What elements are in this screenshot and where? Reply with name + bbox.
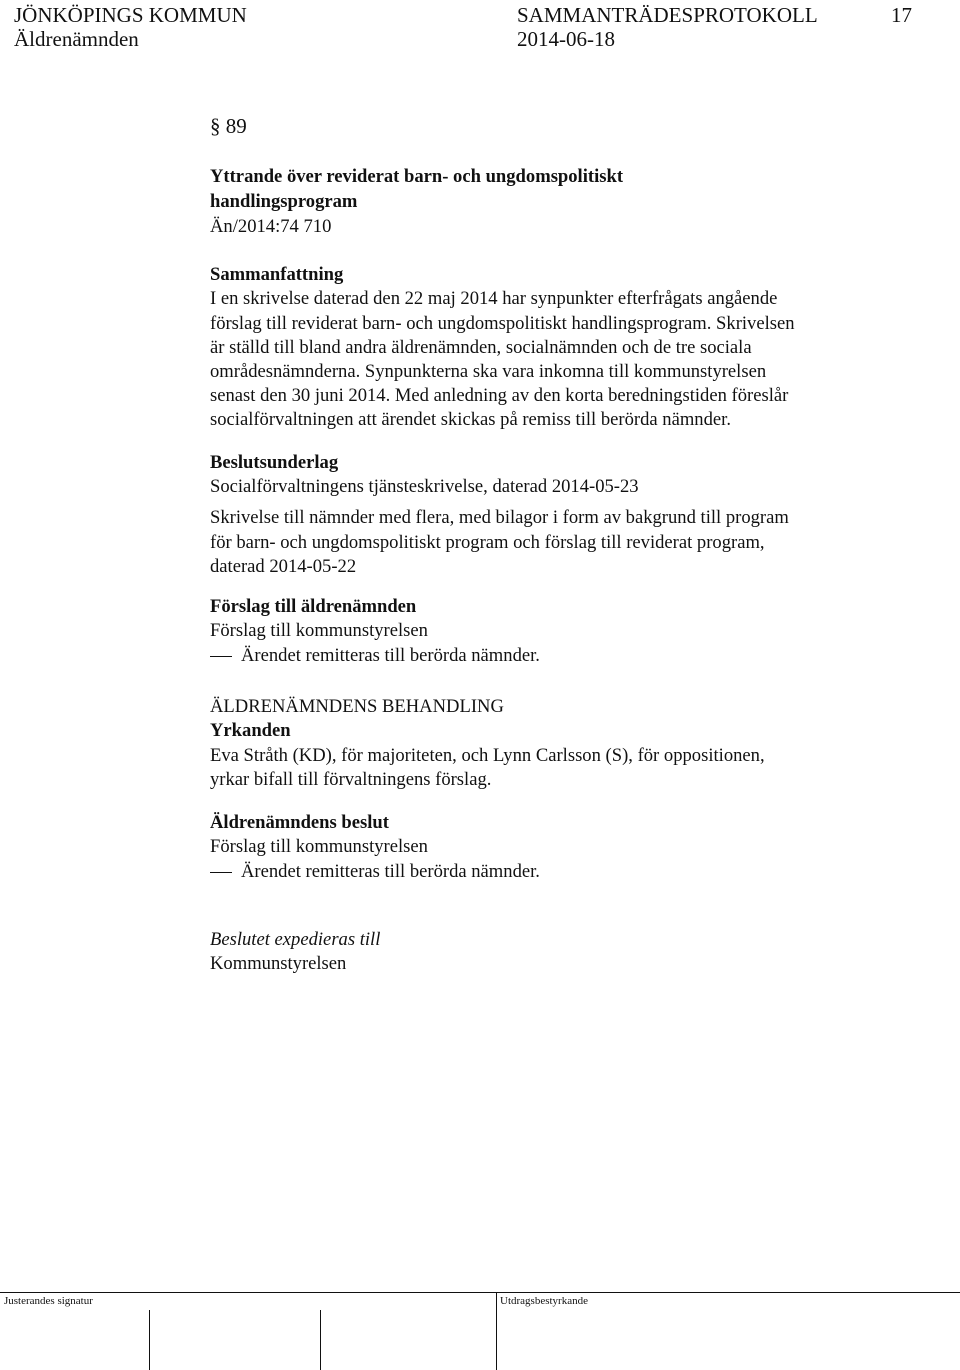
- decision-subheading: Förslag till kommunstyrelsen: [210, 836, 428, 857]
- proposal-item: Ärendet remitteras till berörda nämnder.: [210, 645, 540, 667]
- basis-item: daterad 2014-05-22: [210, 556, 357, 577]
- basis-heading: Beslutsunderlag: [210, 452, 339, 473]
- basis-item: Skrivelse till nämnder med flera, med bilagor i form av bakgrund till program: [210, 507, 789, 528]
- handling-text: Eva Stråth (KD), för majoriteten, och Lynn Carlsson (S), för oppositionen,: [210, 745, 765, 766]
- page-number: 17: [891, 3, 912, 27]
- summary-text: socialförvaltningen att ärendet skickas på remiss till berörda nämnder.: [210, 409, 731, 430]
- committee-name: Äldrenämnden: [14, 27, 139, 51]
- org-name: JÖNKÖPINGS KOMMUN: [14, 3, 247, 27]
- summary-heading: Sammanfattning: [210, 264, 344, 285]
- summary-text: I en skrivelse daterad den 22 maj 2014 har synpunkter efterfrågats angående: [210, 288, 778, 309]
- case-number: Än/2014:74 710: [210, 216, 332, 237]
- proposal-subheading: Förslag till kommunstyrelsen: [210, 620, 428, 641]
- signature-box-divider: [149, 1310, 150, 1370]
- decision-heading: Äldrenämndens beslut: [210, 812, 389, 833]
- meeting-date: 2014-06-18: [517, 27, 615, 51]
- paragraph-number: § 89: [210, 114, 247, 138]
- summary-text: områdesnämnderna. Synpunkterna ska vara inkomna till kommunstyrelsen: [210, 361, 767, 382]
- basis-item: Socialförvaltningens tjänsteskrivelse, daterad 2014-05-23: [210, 476, 639, 497]
- summary-text: förslag till reviderat barn- och ungdomspolitiskt handlingsprogram. Skrivelsen: [210, 313, 795, 334]
- summary-text: senast den 30 juni 2014. Med anledning av den korta beredningstiden föreslår: [210, 385, 789, 406]
- signature-label: Justerandes signatur: [4, 1295, 93, 1307]
- signature-box-divider: [320, 1310, 321, 1370]
- dispatch-label: Beslutet expedieras till: [210, 929, 381, 950]
- handling-subheading: Yrkanden: [210, 720, 291, 741]
- summary-text: är ställd till bland andra äldrenämnden, socialnämnden och de tre sociala: [210, 337, 752, 358]
- extract-label: Utdragsbestyrkande: [500, 1295, 588, 1307]
- decision-item: Ärendet remitteras till berörda nämnder.: [210, 861, 540, 883]
- handling-text: yrkar bifall till förvaltningens förslag.: [210, 769, 492, 790]
- item-title: handlingsprogram: [210, 191, 358, 212]
- document-type: SAMMANTRÄDESPROTOKOLL: [517, 3, 818, 27]
- dash-bullet: [210, 872, 232, 874]
- dash-bullet: [210, 656, 232, 658]
- handling-heading: ÄLDRENÄMNDENS BEHANDLING: [210, 696, 504, 717]
- dispatch-recipient: Kommunstyrelsen: [210, 953, 347, 974]
- footer-rule: [0, 1292, 960, 1293]
- proposal-heading: Förslag till äldrenämnden: [210, 596, 417, 617]
- signature-box-divider: [496, 1293, 497, 1370]
- basis-item: för barn- och ungdomspolitiskt program och förslag till reviderat program,: [210, 532, 765, 553]
- section-sign: §: [210, 114, 221, 138]
- item-title: Yttrande över reviderat barn- och ungdomspolitiskt: [210, 166, 624, 187]
